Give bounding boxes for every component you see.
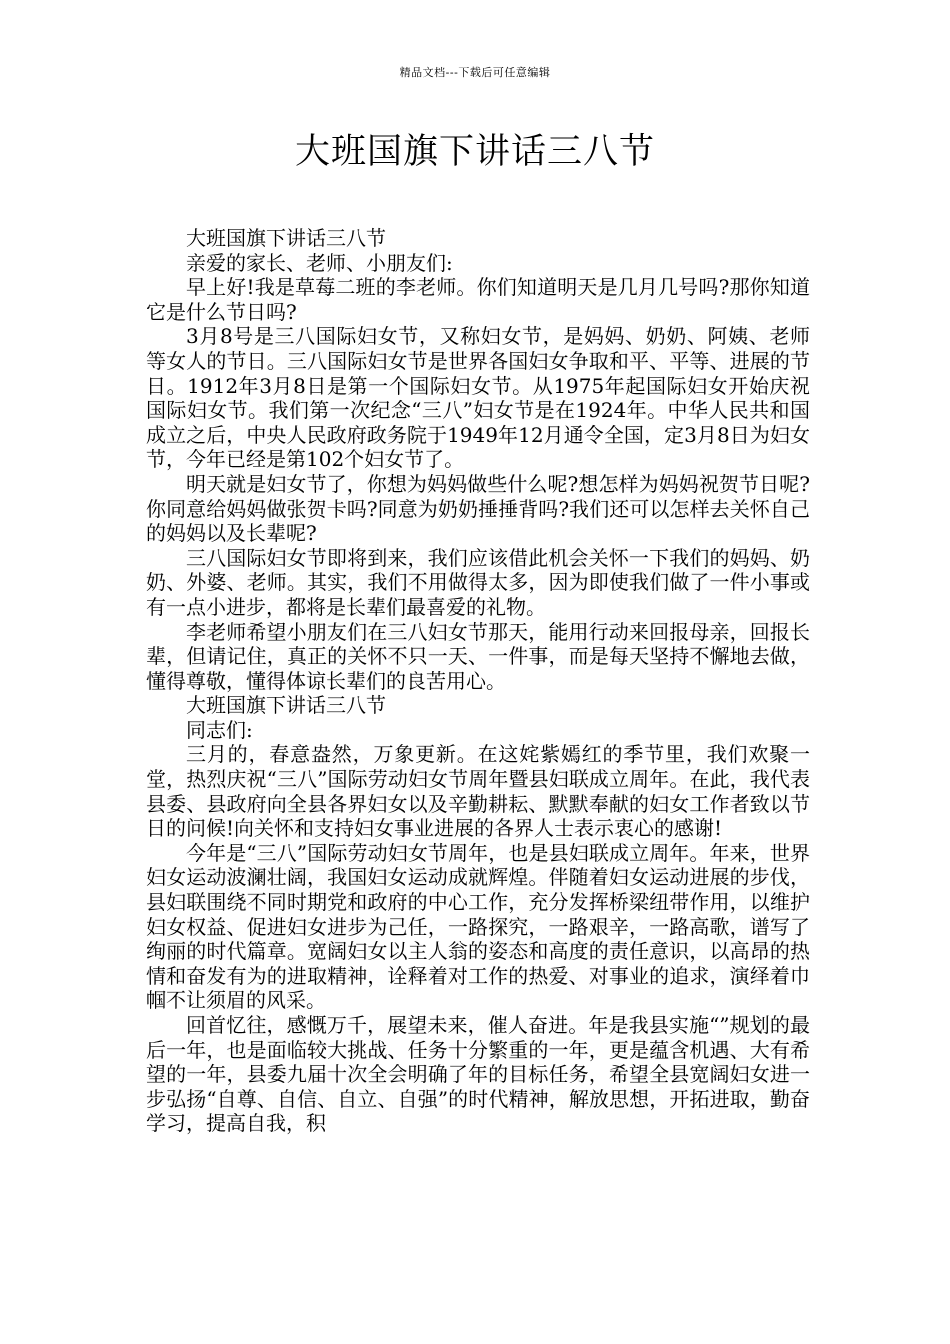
document-header: 精品文档---下载后可任意编辑	[399, 66, 551, 79]
paragraph: 明天就是妇女节了，你想为妈妈做些什么呢?想怎样为妈妈祝贺节日呢?你同意给妈妈做张贺卡吗?同意为奶奶捶捶背吗?我们还可以怎样去关怀自己的妈妈以及长辈呢?	[146, 471, 810, 546]
paragraph: 大班国旗下讲话三八节	[186, 226, 386, 250]
document-body	[146, 226, 810, 1136]
paragraph: 大班国旗下讲话三八节	[186, 693, 386, 718]
paragraph: 今年是“三八”国际劳动妇女节周年，也是县妇联成立周年。年来，世界妇女运动波澜壮阔，我国妇女运动成就辉煌。伴随着妇女运动进展的步伐，县妇联围绕不同时期党和政府的中心工作，充分发挥桥梁纽带作用，以维护妇女权益、促进妇女进步为己任，一路探究，一路艰辛，一路高歌，谱写了绚丽的时代篇章。宽阔妇女以主人翁的姿态和高度的责任意识，以高昂的热情和奋发有为的进取精神，诠释着对工作的热爱、对事业的追求，演绎着巾帼不让须眉的风采。	[146, 840, 810, 1013]
paragraph: 三月的，春意盎然，万象更新。在这姹紫嫣红的季节里，我们欢聚一堂，热烈庆祝“三八”国际劳动妇女节周年暨县妇联成立周年。在此，我代表县委、县政府向全县各界妇女以及辛勤耕耘、默默奉献的妇女工作者致以节日的问候!向关怀和支持妇女事业进展的各界人士表示衷心的感谢!	[146, 742, 810, 841]
paragraph: 亲爱的家长、老师、小朋友们:	[186, 250, 453, 275]
paragraph: 同志们:	[186, 717, 253, 742]
paragraph: 李老师希望小朋友们在三八妇女节那天，能用行动来回报母亲，回报长辈，但请记住，真正的关怀不只一天、一件事，而是每天坚持不懈地去做，懂得尊敬，懂得体谅长辈们的良苦用心。	[146, 619, 810, 693]
paragraph: 3月8号是三八国际妇女节，又称妇女节，是妈妈、奶奶、阿姨、老师等女人的节日。三八国际妇女节是世界各国妇女争取和平、平等、进展的节日。1912年3月8日是第一个国际妇女节。从1975年起国际妇女开始庆祝国际妇女节。我们第一次纪念“三八”妇女节是在1924年。中华人民共和国成立之后，中央人民政府政务院于1949年12月通令全国，定3月8日为妇女节，今年已经是第102个妇女节了。	[146, 324, 810, 472]
paragraph: 回首忆往，感慨万千，展望未来，催人奋进。年是我县实施“”规划的最后一年，也是面临较大挑战、任务十分繁重的一年，更是蕴含机遇、大有希望的一年，县委九届十次全会明确了年的目标任务，希望全县宽阔妇女进一步弘扬“自尊、自信、自立、自强”的时代精神，解放思想，开拓进取，勤奋学习，提高自我，积	[146, 1013, 810, 1136]
page-title: 大班国旗下讲话三八节	[294, 132, 655, 172]
paragraph: 三八国际妇女节即将到来，我们应该借此机会关怀一下我们的妈妈、奶奶、外婆、老师。其实，我们不用做得太多，因为即使我们做了一件小事或有一点小进步，都将是长辈们最喜爱的礼物。	[146, 545, 810, 619]
paragraph: 早上好!我是草莓二班的李老师。你们知道明天是几月几号吗?那你知道它是什么节日吗?	[146, 275, 810, 324]
